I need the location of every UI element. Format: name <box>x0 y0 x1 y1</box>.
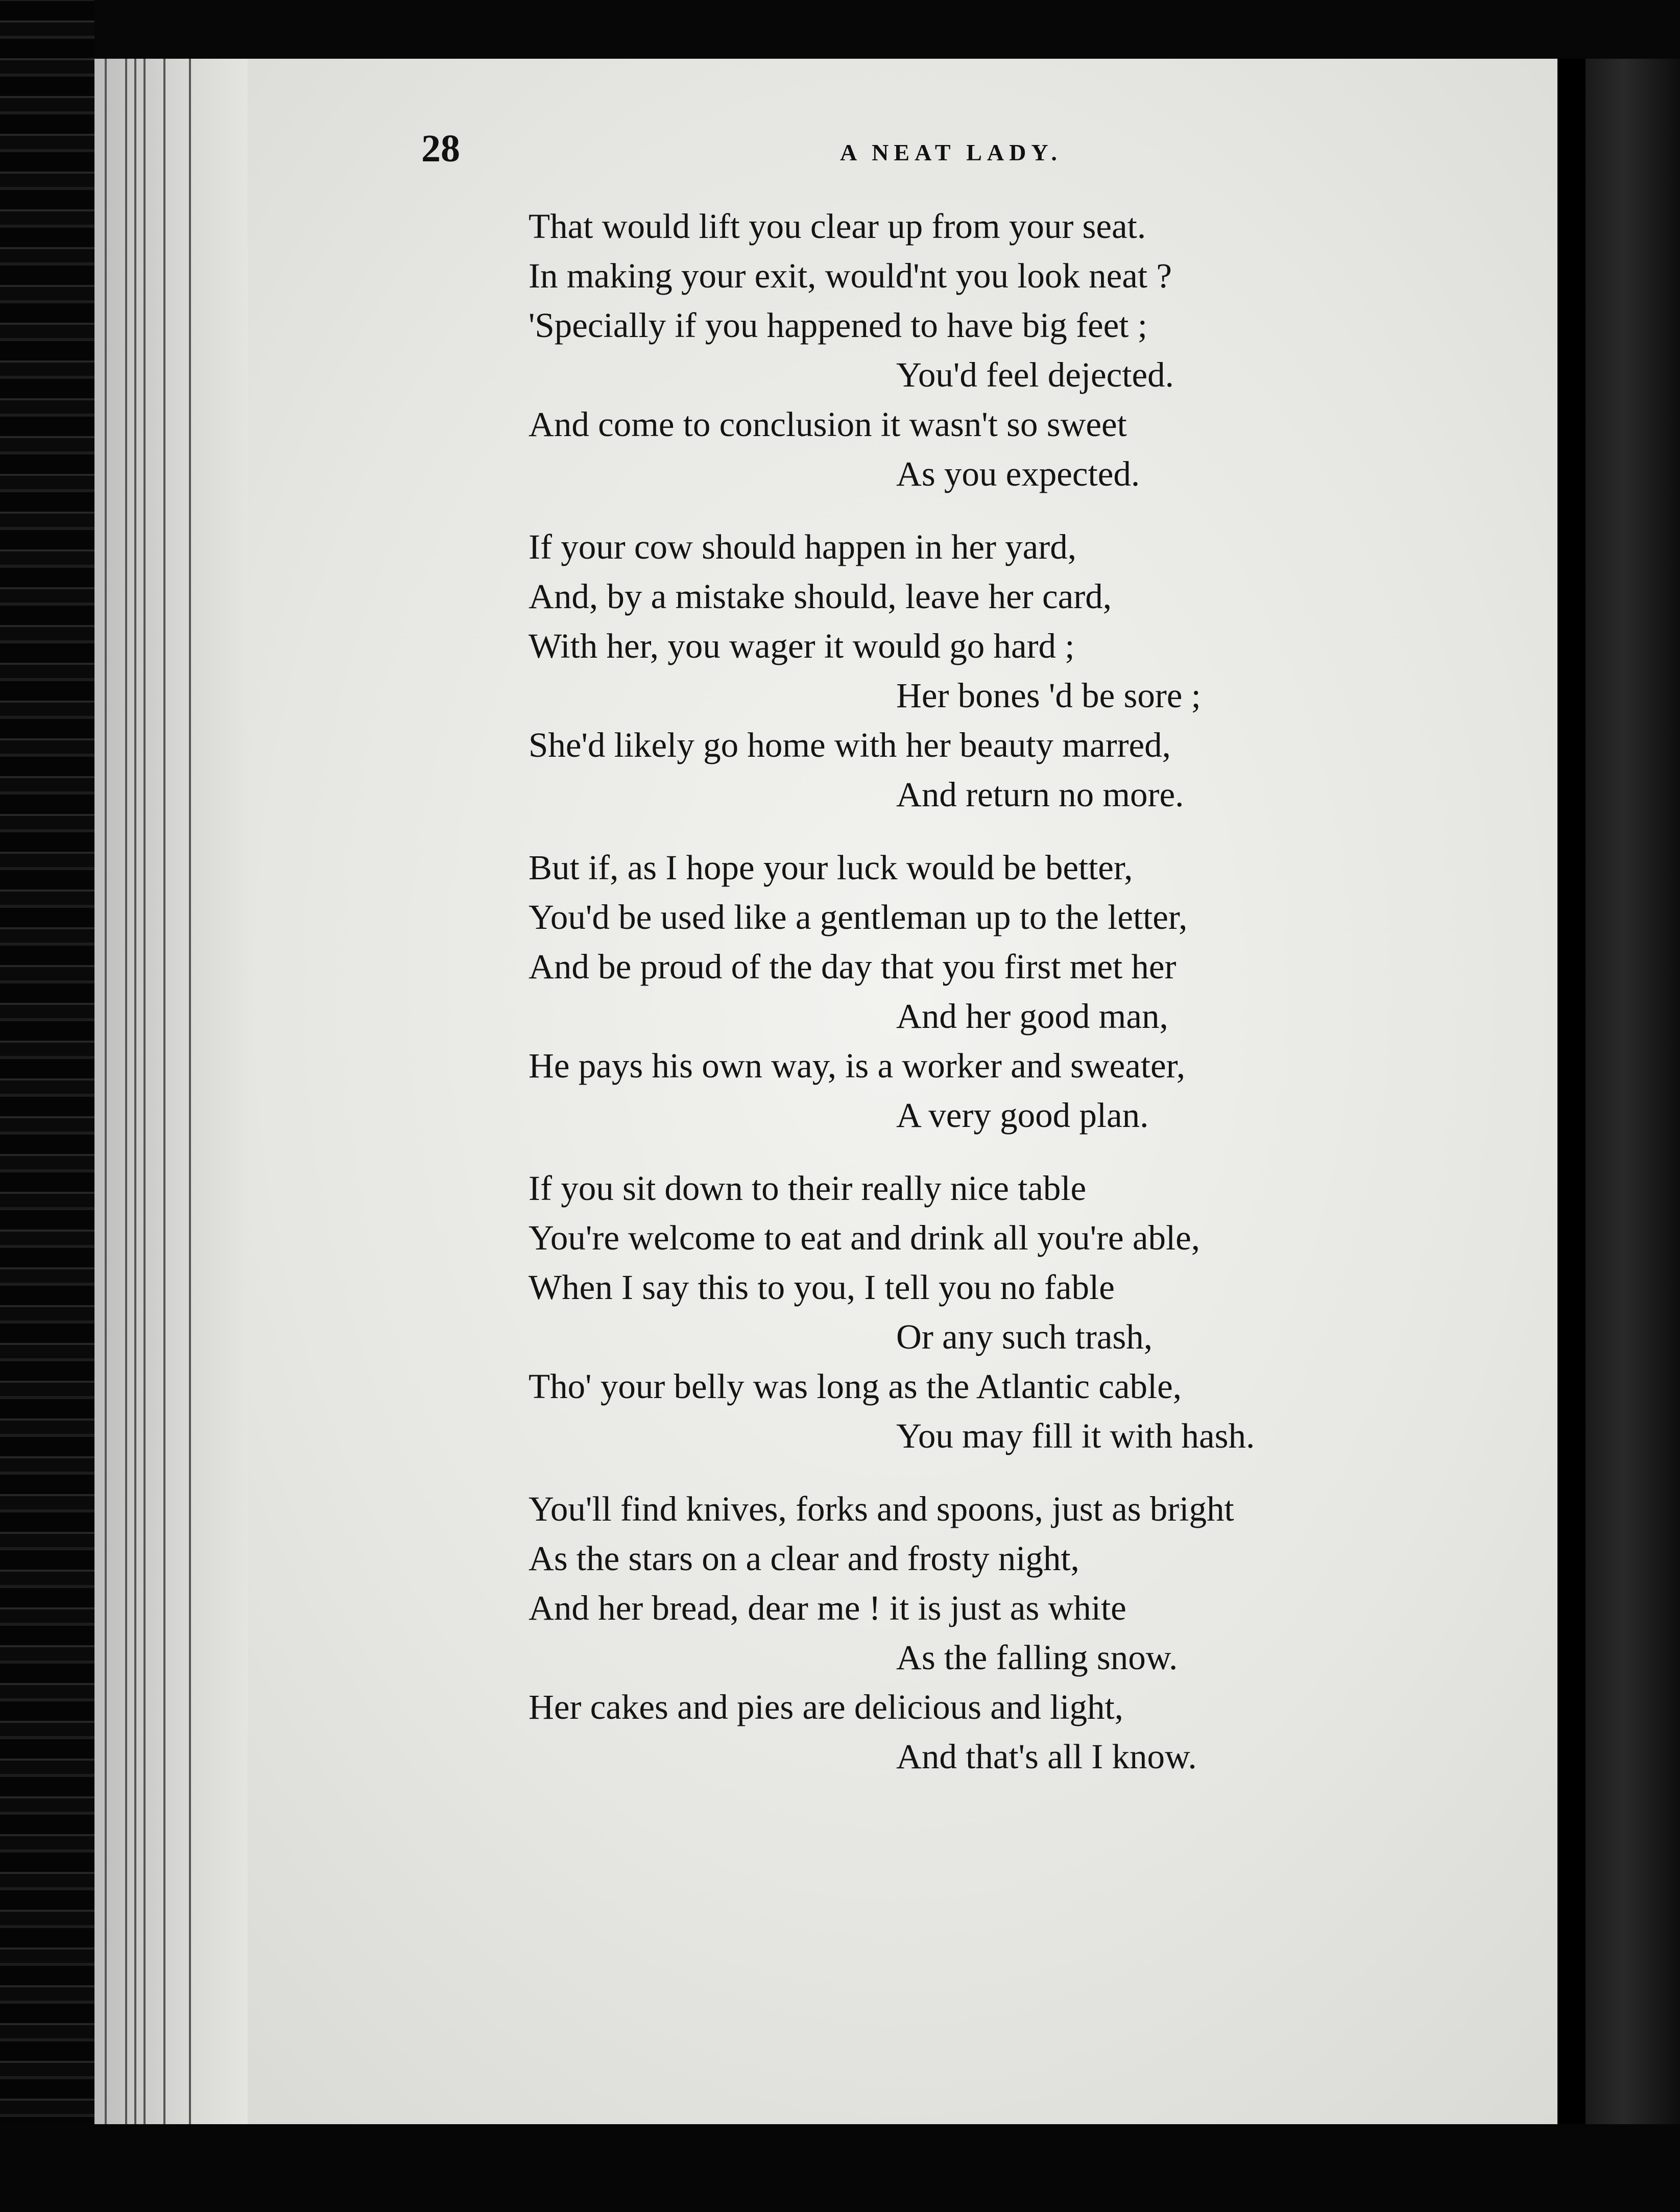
stanza <box>529 1484 1448 1782</box>
scan-top-border <box>0 0 1680 59</box>
stanza <box>529 202 1448 499</box>
poem-line: You're welcome to eat and drink all you're able, <box>529 1218 1201 1257</box>
gutter-line <box>163 59 165 2124</box>
poem-line: A very good plan. <box>896 1096 1149 1135</box>
poem-line: He pays his own way, is a worker and sweater, <box>529 1046 1186 1085</box>
poem-line: You'll find knives, forks and spoons, just as bright <box>529 1489 1234 1528</box>
poem-line: In making your exit, would'nt you look neat ? <box>529 256 1172 295</box>
poem-line: And her bread, dear me ! it is just as white <box>529 1589 1126 1627</box>
poem-line: Her cakes and pies are delicious and light, <box>529 1688 1123 1726</box>
gutter-line <box>134 59 136 2124</box>
running-head: A NEAT LADY. <box>840 139 1062 165</box>
poem-line: 'Specially if you happened to have big feet ; <box>529 306 1147 345</box>
poem-line: Or any such trash, <box>896 1317 1153 1356</box>
poem-line: As the falling snow. <box>896 1638 1178 1677</box>
scan-right-border <box>1586 59 1680 2124</box>
poem-line: But if, as I hope your luck would be better, <box>529 848 1133 887</box>
stanza <box>529 843 1448 1140</box>
poem-line: And, by a mistake should, leave her card, <box>529 577 1112 616</box>
scan-right-shadow <box>1557 59 1586 2124</box>
page-number: 28 <box>421 127 460 170</box>
gutter-line <box>105 59 107 2124</box>
poem-line: You'd feel dejected. <box>896 355 1174 394</box>
poem-line: Tho' your belly was long as the Atlantic cable, <box>529 1367 1182 1406</box>
poem-line: With her, you wager it would go hard ; <box>529 627 1075 665</box>
poem-line: She'd likely go home with her beauty marred, <box>529 726 1171 764</box>
poem-line: As you expected. <box>896 454 1140 493</box>
poem-line: And that's all I know. <box>896 1737 1197 1776</box>
poem-body <box>529 202 1448 1805</box>
poem-line: And return no more. <box>896 775 1184 814</box>
poem-line: You'd be used like a gentleman up to the letter, <box>529 898 1188 936</box>
stanza <box>529 1164 1448 1461</box>
stanza <box>529 522 1448 820</box>
poem-line: Her bones 'd be sore ; <box>896 676 1201 715</box>
poem-line: If your cow should happen in her yard, <box>529 527 1077 566</box>
gutter-line <box>189 59 191 2124</box>
poem-line: You may fill it with hash. <box>896 1416 1255 1455</box>
poem-line: When I say this to you, I tell you no fable <box>529 1268 1115 1307</box>
poem-line: As the stars on a clear and frosty night, <box>529 1539 1079 1578</box>
scan-bottom-border <box>0 2124 1680 2212</box>
poem-line: And come to conclusion it wasn't so sweet <box>529 405 1127 444</box>
page-gutter <box>94 59 248 2124</box>
gutter-line <box>125 59 127 2124</box>
scan-left-border <box>0 0 94 2212</box>
poem-line: And be proud of the day that you first met her <box>529 947 1177 986</box>
poem-line: And her good man, <box>896 997 1168 1036</box>
poem-line: That would lift you clear up from your seat. <box>529 207 1146 246</box>
gutter-line <box>143 59 146 2124</box>
poem-line: If you sit down to their really nice table <box>529 1169 1087 1208</box>
